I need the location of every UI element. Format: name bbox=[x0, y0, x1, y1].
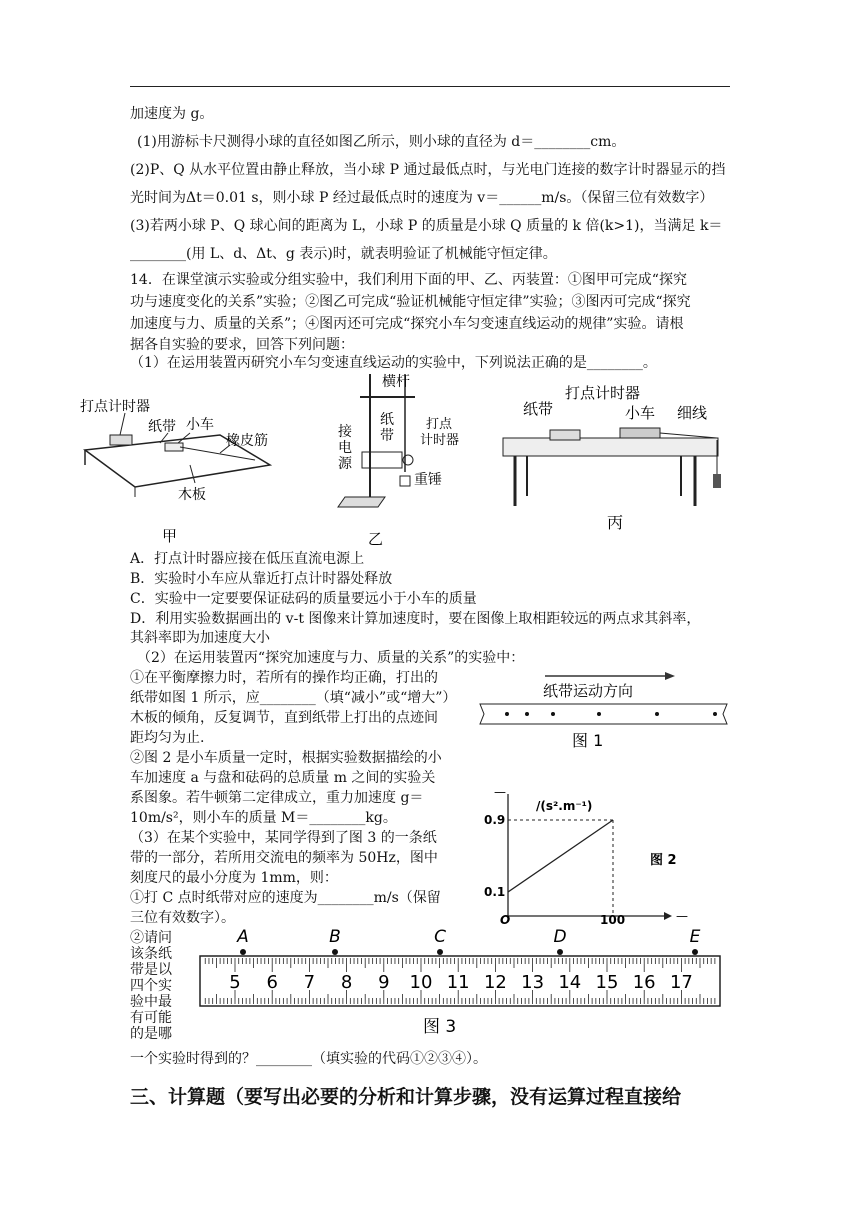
ruler-number: 9 bbox=[378, 972, 390, 993]
xtick-100: 100 bbox=[600, 913, 626, 924]
label-power: 接 bbox=[338, 424, 352, 440]
ruler-number: 7 bbox=[303, 972, 316, 993]
label-string: 细线 bbox=[677, 404, 708, 422]
point-dot bbox=[692, 949, 698, 955]
point-label: B bbox=[329, 927, 341, 947]
caption-fig2: 图 2 bbox=[650, 853, 677, 868]
label-weight: 重锤 bbox=[414, 472, 442, 488]
label-band: 橡皮筋 bbox=[226, 433, 268, 449]
text-line: （1）在运用装置丙研究小车匀变速直线运动的实验中，下列说法正确的是________。 bbox=[130, 355, 657, 371]
option-d: D．利用实验数据画出的 v-t 图像来计算加速度时，要在图像上取相距较远的两点求其斜率， bbox=[130, 611, 701, 627]
text-line: （3）在某个实验中，某同学得到了图 3 的一条纸 bbox=[130, 830, 437, 846]
text-line: 加速度与力、质量的关系”；④图丙还可完成“探究小车匀变速直线运动的规律”实验。请根 bbox=[130, 316, 684, 332]
ruler-number: 5 bbox=[229, 972, 241, 993]
text-line: 14．在课堂演示实验或分组实验中，我们利用下面的甲、乙、丙装置：①图甲可完成“探究 bbox=[130, 272, 687, 288]
section-heading: 三、计算题（要写出必要的分析和计算步骤，没有运算过程直接给 bbox=[130, 1086, 682, 1108]
q2-line: 的是哪 bbox=[130, 1026, 172, 1042]
figure-bing bbox=[495, 378, 735, 538]
ruler-number: 8 bbox=[340, 972, 353, 993]
text-line: ①打 C 点时纸带对应的速度为________m/s（保留 bbox=[130, 890, 441, 906]
ruler-number: 10 bbox=[409, 972, 433, 993]
ytick-01: 0.1 bbox=[484, 885, 506, 899]
point-label: C bbox=[434, 927, 446, 947]
text-line: 距均匀为止. bbox=[130, 730, 205, 746]
text-line: 功与速度变化的关系”实验；②图乙可完成“验证机械能守恒定律”实验；③图丙可完成“探究 bbox=[130, 294, 691, 310]
text-line: 纸带如图 1 所示，应________（填“减小”或“增大”） bbox=[130, 690, 457, 706]
text-line: 车加速度 a 与盘和砝码的总质量 m 之间的实验关 bbox=[130, 770, 436, 786]
point-dot bbox=[240, 949, 246, 955]
text-line: ________(用 L、d、Δt、g 表示)时，就表明验证了机械能守恒定律。 bbox=[130, 246, 557, 262]
q2-line: 带是以 bbox=[130, 962, 172, 978]
text-line: （2）在运用装置丙“探究加速度与力、质量的关系”的实验中： bbox=[137, 650, 525, 666]
text-line: 带的一部分，若所用交流电的频率为 50Hz，图中 bbox=[130, 850, 438, 866]
svg-text:计时器: 计时器 bbox=[420, 433, 460, 448]
text-line: ②图 2 是小车质量一定时，根据实验数据描绘的小 bbox=[130, 750, 442, 766]
label-tape: 纸带 bbox=[523, 400, 554, 418]
q2-line: 验中最 bbox=[130, 994, 172, 1010]
text-line: 10m/s²，则小车的质量 M＝________kg。 bbox=[130, 810, 397, 826]
label-timer: 打点 bbox=[426, 417, 453, 432]
text-line: 光时间为Δt＝0.01 s，则小球 P 经过最低点时的速度为 v＝______m/s。（保留三位有效数字） bbox=[130, 190, 714, 206]
figure-1 bbox=[475, 668, 735, 753]
caption-bing: 丙 bbox=[607, 513, 624, 532]
ruler-number: 6 bbox=[266, 972, 278, 993]
q2-line: 四个实 bbox=[130, 978, 172, 994]
figure-yi bbox=[330, 372, 475, 547]
text-line: (2)P、Q 从水平位置由静止释放，当小球 P 通过最低点时，与光电门连接的数字计时器显示的挡 bbox=[130, 162, 726, 178]
ruler-number: 14 bbox=[558, 972, 582, 993]
option-a: A．打点计时器应接在低压直流电源上 bbox=[130, 551, 365, 567]
figure-jia bbox=[80, 395, 275, 545]
ytick-09: 0.9 bbox=[484, 813, 506, 827]
ruler-number: 17 bbox=[669, 972, 693, 993]
ruler-number: 13 bbox=[521, 972, 545, 993]
label-cart: 小车 bbox=[186, 417, 214, 433]
svg-text:源: 源 bbox=[338, 456, 352, 472]
text-line: 刻度尺的最小分度为 1mm，则： bbox=[130, 870, 338, 886]
q2-line: 有可能 bbox=[130, 1010, 172, 1026]
option-d-cont: 其斜率即为加速度大小 bbox=[130, 630, 270, 646]
svg-text:电: 电 bbox=[338, 440, 352, 456]
text-line: 加速度为 g。 bbox=[130, 106, 214, 122]
text-line: (3)若两小球 P、Q 球心间的距离为 L，小球 P 的质量是小球 Q 质量的 k 倍(k>1)，当满足 k＝ bbox=[130, 218, 723, 234]
ruler-number: 15 bbox=[595, 972, 619, 993]
ylabel-dash: — bbox=[494, 785, 506, 799]
caption-fig3: 图 3 bbox=[423, 1017, 457, 1037]
label-tape: 纸带 bbox=[148, 419, 176, 435]
caption-jia: 甲 bbox=[162, 527, 178, 545]
text-line: 据各自实验的要求，回答下列问题： bbox=[130, 337, 354, 353]
origin: O bbox=[500, 913, 511, 924]
text-line: ①在平衡摩擦力时，若所有的操作均正确，打出的 bbox=[130, 670, 438, 686]
label-timer: 打点计时器 bbox=[565, 384, 641, 402]
figure-3-ruler bbox=[195, 924, 730, 1042]
label-board: 木板 bbox=[178, 487, 206, 503]
svg-text:带: 带 bbox=[380, 428, 394, 444]
text-line: 三位有效数字）。 bbox=[130, 910, 235, 926]
ruler-number: 16 bbox=[632, 972, 656, 993]
ruler-number: 12 bbox=[483, 972, 507, 993]
point-dot bbox=[557, 949, 563, 955]
figure-2 bbox=[478, 784, 718, 924]
caption-yi: 乙 bbox=[368, 530, 384, 547]
q2-line: ②请问 bbox=[130, 930, 172, 946]
q2-line: 该条纸 bbox=[130, 946, 172, 962]
header-rule bbox=[130, 86, 730, 87]
ruler-number: 11 bbox=[446, 972, 470, 993]
text-line: 木板的倾角，反复调节，直到纸带上打出的点迹间 bbox=[130, 710, 438, 726]
option-b: B．实验时小车应从靠近打点计时器处释放 bbox=[130, 571, 393, 587]
label-cart: 小车 bbox=[625, 404, 656, 422]
point-label: A bbox=[237, 927, 249, 947]
ylabel: /(s².m⁻¹) bbox=[536, 799, 593, 813]
xlabel-dash: — bbox=[676, 909, 688, 923]
option-c: C．实验中一定要要保证砝码的质量要远小于小车的质量 bbox=[130, 591, 477, 607]
arrow-label: 纸带运动方向 bbox=[543, 682, 634, 700]
text-line: (1)用游标卡尺测得小球的直径如图乙所示，则小球的直径为 d＝________cm。 bbox=[137, 134, 626, 150]
caption-fig1: 图 1 bbox=[572, 731, 604, 750]
q2-last-line: 一个实验时得到的？________（填实验的代码①②③④）。 bbox=[130, 1051, 487, 1067]
point-label: E bbox=[689, 927, 701, 947]
text-line: 系图象。若牛顿第二定律成立，重力加速度 g＝ bbox=[130, 790, 424, 806]
point-dot bbox=[437, 949, 443, 955]
point-dot bbox=[332, 949, 338, 955]
label-timer: 打点计时器 bbox=[80, 399, 150, 415]
label-tape: 纸 bbox=[380, 412, 394, 428]
point-label: D bbox=[553, 927, 567, 947]
label-rod: 横杆 bbox=[382, 374, 410, 390]
